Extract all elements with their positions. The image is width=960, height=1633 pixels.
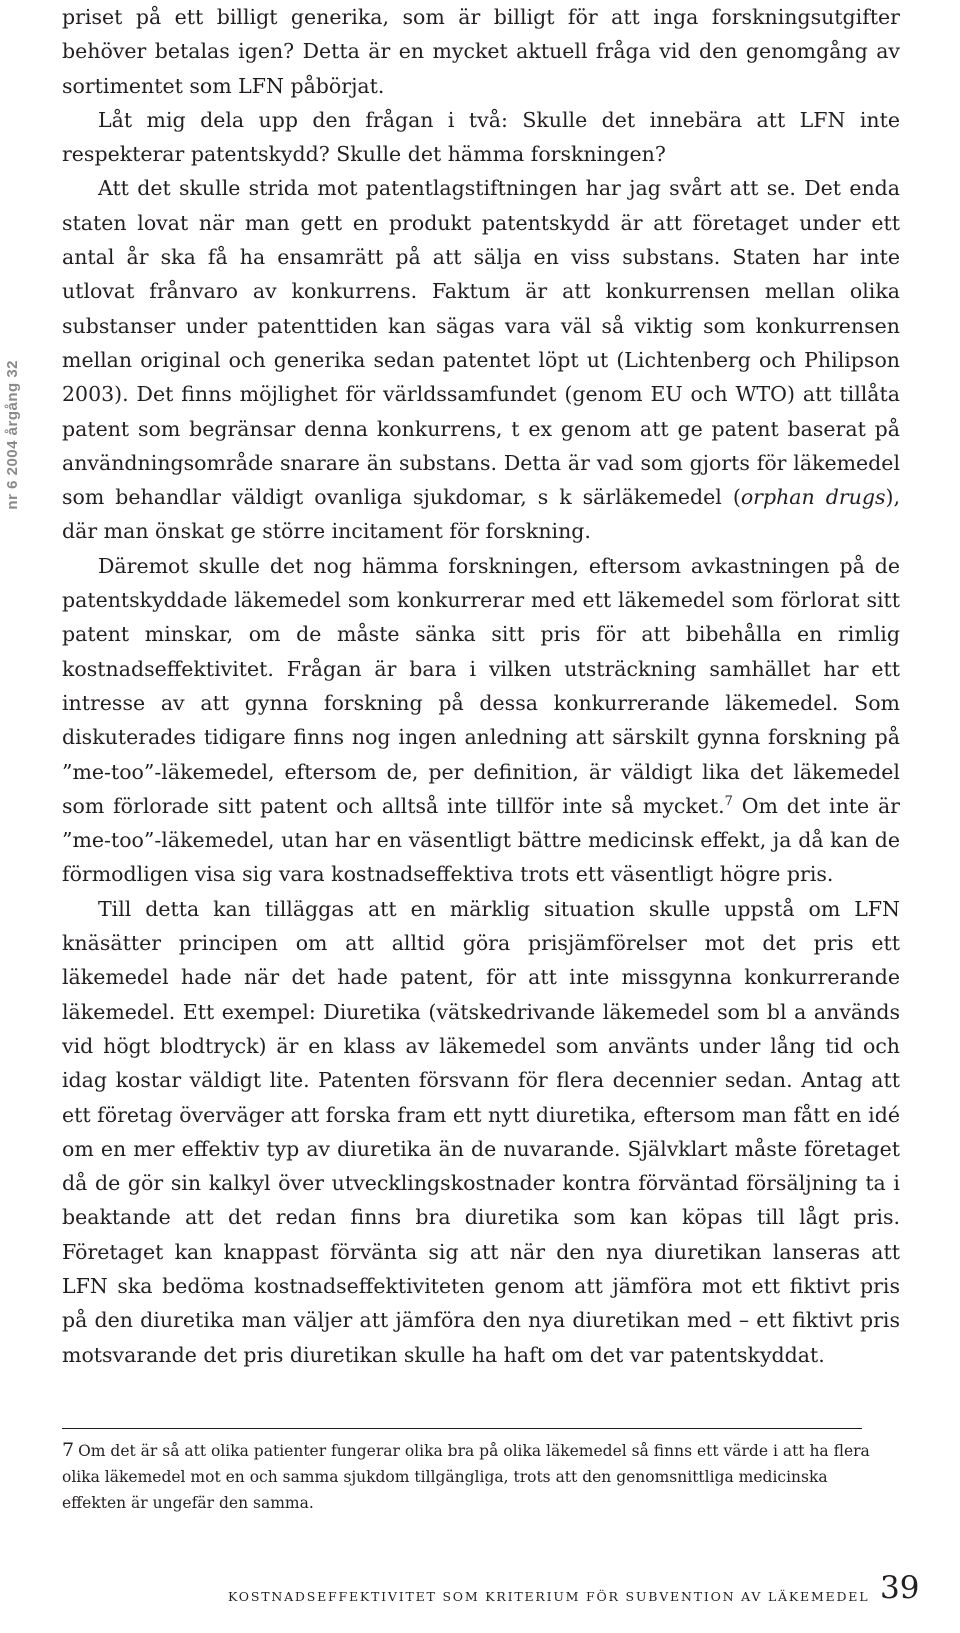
running-footer-title: KOSTNADSEFFEKTIVITET SOM KRITERIUM FÖR SUBVENTION AV LÄKEMEDEL <box>228 1589 870 1604</box>
body-paragraph <box>62 892 900 1372</box>
emphasis-text: orphan drugs <box>740 485 886 510</box>
body-paragraph <box>62 103 900 172</box>
body-paragraph <box>62 549 900 892</box>
paragraph-text: Att det skulle strida mot patentlagstiftningen har jag svårt att se. Det enda staten lovat när man gett en produkt patentskydd är att företaget under ett antal år ska få ha ensamrätt på att sälja en viss substans. Staten har inte utlovat frånvaro av konkurrens. Faktum är att konkurrensen mellan olika substanser under patenttiden kan sägas vara väl så viktig som konkurrensen mellan original och generika sedan patentet löpt ut (Lichtenberg och Philipson 2003). Det finns möjlighet för världssamfundet (genom EU och WTO) att tillåta patent som begränsar denna konkurrens, t ex genom att ge patent baserat på användningsområde snarare än substans. Detta är vad som gjorts för läkemedel som behandlar väldigt ovanliga sjukdomar, s k särläkemedel ( <box>62 176 900 510</box>
footnote-text: Om det är så att olika patienter fungerar olika bra på olika läkemedel så finns ett värde i att ha flera olika läkemedel mot en och samma sjukdom tillgängliga, trots att den genomsnittliga medicinska effekten är ungefär den samma. <box>62 1442 870 1512</box>
paragraph-text: Låt mig dela upp den frågan i två: Skulle det innebära att LFN inte respekterar patentskydd? Skulle det hämma forskningen? <box>62 107 900 167</box>
article-body <box>62 0 900 1372</box>
body-paragraph <box>62 0 900 103</box>
footnote <box>62 1437 872 1516</box>
page-number: 39 <box>880 1570 920 1606</box>
paragraph-text: Till detta kan tilläggas att en märklig situation skulle uppstå om LFN knäsätter principen om att alltid göra prisjämförelser mot det pris ett läkemedel hade när det hade patent, för att inte missgynna konkurrerande läkemedel. Ett exempel: Diuretika (vätskedrivande läkemedel som bl a används vid högt blodtryck) är en klass av läkemedel som använts under lång tid och idag kostar väldigt lite. Patenten försvann för flera decennier sedan. Antag att ett företag överväger att forska fram ett nytt diuretika, eftersom man fått en idé om en mer effektiv typ av diuretika än de nuvarande. Självklart måste företaget då de gör sin kalkyl över utvecklingskostnader kontra förväntad försäljning ta i beaktande att det redan finns bra diuretika som kan köpas till lågt pris. Företaget kan knappast förvänta sig att när den nya diuretikan lanseras att LFN ska bedöma kostnadseffektiviteten genom att jämföra mot ett fiktivt pris på den diuretika man väljer att jämföra den nya diuretikan med – ett fiktivt pris motsvarande det pris diuretikan skulle ha haft om det var patentskyddat. <box>62 896 900 1367</box>
paragraph-text: priset på ett billigt generika, som är billigt för att inga forskningsutgifter behöver betalas igen? Detta är en mycket aktuell fråga vid den genomgång av sortimentet som LFN påbörjat. <box>62 5 900 98</box>
paragraph-text: ), där man önskat ge större incitament för forskning. <box>62 485 901 544</box>
footnote-number: 7 <box>62 1439 75 1461</box>
body-paragraph <box>62 171 900 548</box>
paragraph-text: Om det inte är ”me-too”-läkemedel, utan har en väsentligt bättre medicinsk effekt, ja då kan de förmodligen visa sig vara kostnadseffektiva trots ett väsentligt högre pris. <box>62 793 900 887</box>
footnote-reference: 7 <box>724 794 733 809</box>
journal-issue-label: nr 6 2004 årgång 32 <box>4 360 21 510</box>
footnote-separator <box>62 1428 862 1429</box>
paragraph-text: Däremot skulle det nog hämma forskningen, eftersom avkastningen på de patentskyddade läkemedel som konkurrerar med ett läkemedel som förlorat sitt patent minskar, om de måste sänka sitt pris för att bibehålla en rimlig kostnadseffektivitet. Frågan är bara i vilken utsträckning samhället har ett intresse av att gynna forskning på dessa konkurrerande läkemedel. Som diskuterades tidigare finns nog ingen anledning att särskilt gynna forskning på ”me-too”-läkemedel, eftersom de, per definition, är väldigt lika det läkemedel som förlorade sitt patent och alltså inte tillför inte så mycket. <box>62 553 900 818</box>
